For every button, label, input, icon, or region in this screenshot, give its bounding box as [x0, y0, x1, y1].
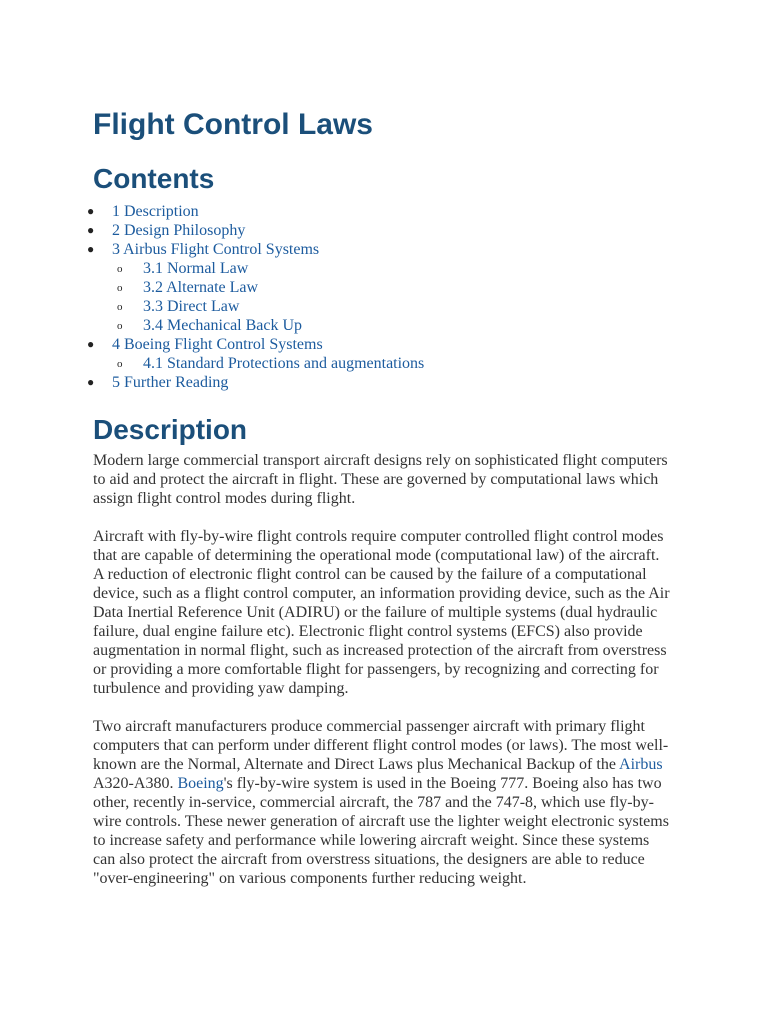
circle-bullet-icon: o: [117, 358, 123, 370]
toc-link-boeing-systems[interactable]: 4 Boeing Flight Control Systems: [112, 336, 323, 353]
toc-link-description[interactable]: 1 Description: [112, 203, 199, 220]
airbus-link[interactable]: Airbus: [619, 756, 663, 773]
paragraph-text: Two aircraft manufacturers produce commercial passenger aircraft with primary flight computers that can perform under different flight control modes (or laws). The most well-known are the Normal, Alternate and Direct Laws plus Mechanical Backup of the: [93, 718, 669, 773]
toc-link-alternate-law[interactable]: 3.2 Alternate Law: [143, 279, 259, 296]
circle-bullet-icon: o: [117, 263, 123, 275]
toc-item: [87, 240, 673, 259]
toc-subitem: [93, 354, 673, 373]
circle-bullet-icon: o: [117, 301, 123, 313]
bullet-icon: ●: [87, 204, 95, 218]
toc-item: [87, 221, 673, 240]
toc-item: [87, 335, 673, 354]
page-title: Flight Control Laws: [93, 108, 373, 141]
toc-item: [87, 202, 673, 221]
toc-link-design-philosophy[interactable]: 2 Design Philosophy: [112, 222, 246, 239]
circle-bullet-icon: o: [117, 320, 123, 332]
toc-link-airbus-systems[interactable]: 3 Airbus Flight Control Systems: [112, 241, 320, 258]
circle-bullet-icon: o: [117, 282, 123, 294]
toc-link-standard-protections[interactable]: 4.1 Standard Protections and augmentations: [143, 355, 425, 372]
toc-link-mechanical-backup[interactable]: 3.4 Mechanical Back Up: [143, 317, 303, 334]
document-page: [87, 104, 673, 907]
toc-subitem: [93, 297, 673, 316]
toc-link-direct-law[interactable]: 3.3 Direct Law: [143, 298, 240, 315]
toc-item: [87, 373, 673, 392]
description-paragraph-1: Modern large commercial transport aircraft designs rely on sophisticated flight computers to aid and protect the aircraft in flight. These are governed by computational laws which assign flight control modes during flight.: [93, 452, 668, 507]
toc-subitem: [93, 278, 673, 297]
bullet-icon: ●: [87, 375, 95, 389]
bullet-icon: ●: [87, 242, 95, 256]
paragraph-text: 's fly-by-wire system is used in the Boeing 777. Boeing also has two other, recently in-service, commercial aircraft, the 787 and the 747-8, which use fly-by-wire controls. These newer generation of aircraft use the lighter weight electronic systems to increase safety and performance while lowering aircraft weight. Since these systems can also protect the aircraft from overstress situations, the designers are able to reduce "over-engineering" on various components further reducing weight.: [93, 775, 669, 887]
paragraph-text: A320-A380.: [93, 775, 178, 792]
bullet-icon: ●: [87, 337, 95, 351]
description-paragraph-3: [93, 717, 673, 888]
description-heading: Description: [93, 414, 248, 445]
toc-subitem: [93, 316, 673, 335]
toc-link-normal-law[interactable]: 3.1 Normal Law: [143, 260, 249, 277]
table-of-contents: [87, 202, 673, 392]
boeing-link[interactable]: Boeing: [177, 775, 224, 792]
toc-subitem: [93, 259, 673, 278]
bullet-icon: ●: [87, 223, 95, 237]
contents-heading: Contents: [93, 163, 215, 194]
toc-link-further-reading[interactable]: 5 Further Reading: [112, 374, 229, 391]
description-paragraph-2: Aircraft with fly-by-wire flight controls require computer controlled flight control modes that are capable of determining the operational mode (computational law) of the aircraft. A reduction of electronic flight control can be caused by the failure of a computational device, such as a flight control computer, an information providing device, such as the Air Data Inertial Reference Unit (ADIRU) or the failure of multiple systems (dual hydraulic failure, dual engine failure etc). Electronic flight control systems (EFCS) also provide augmentation in normal flight, such as increased protection of the aircraft from overstress or providing a more comfortable flight for passengers, by recognizing and correcting for turbulence and providing yaw damping.: [93, 528, 670, 697]
